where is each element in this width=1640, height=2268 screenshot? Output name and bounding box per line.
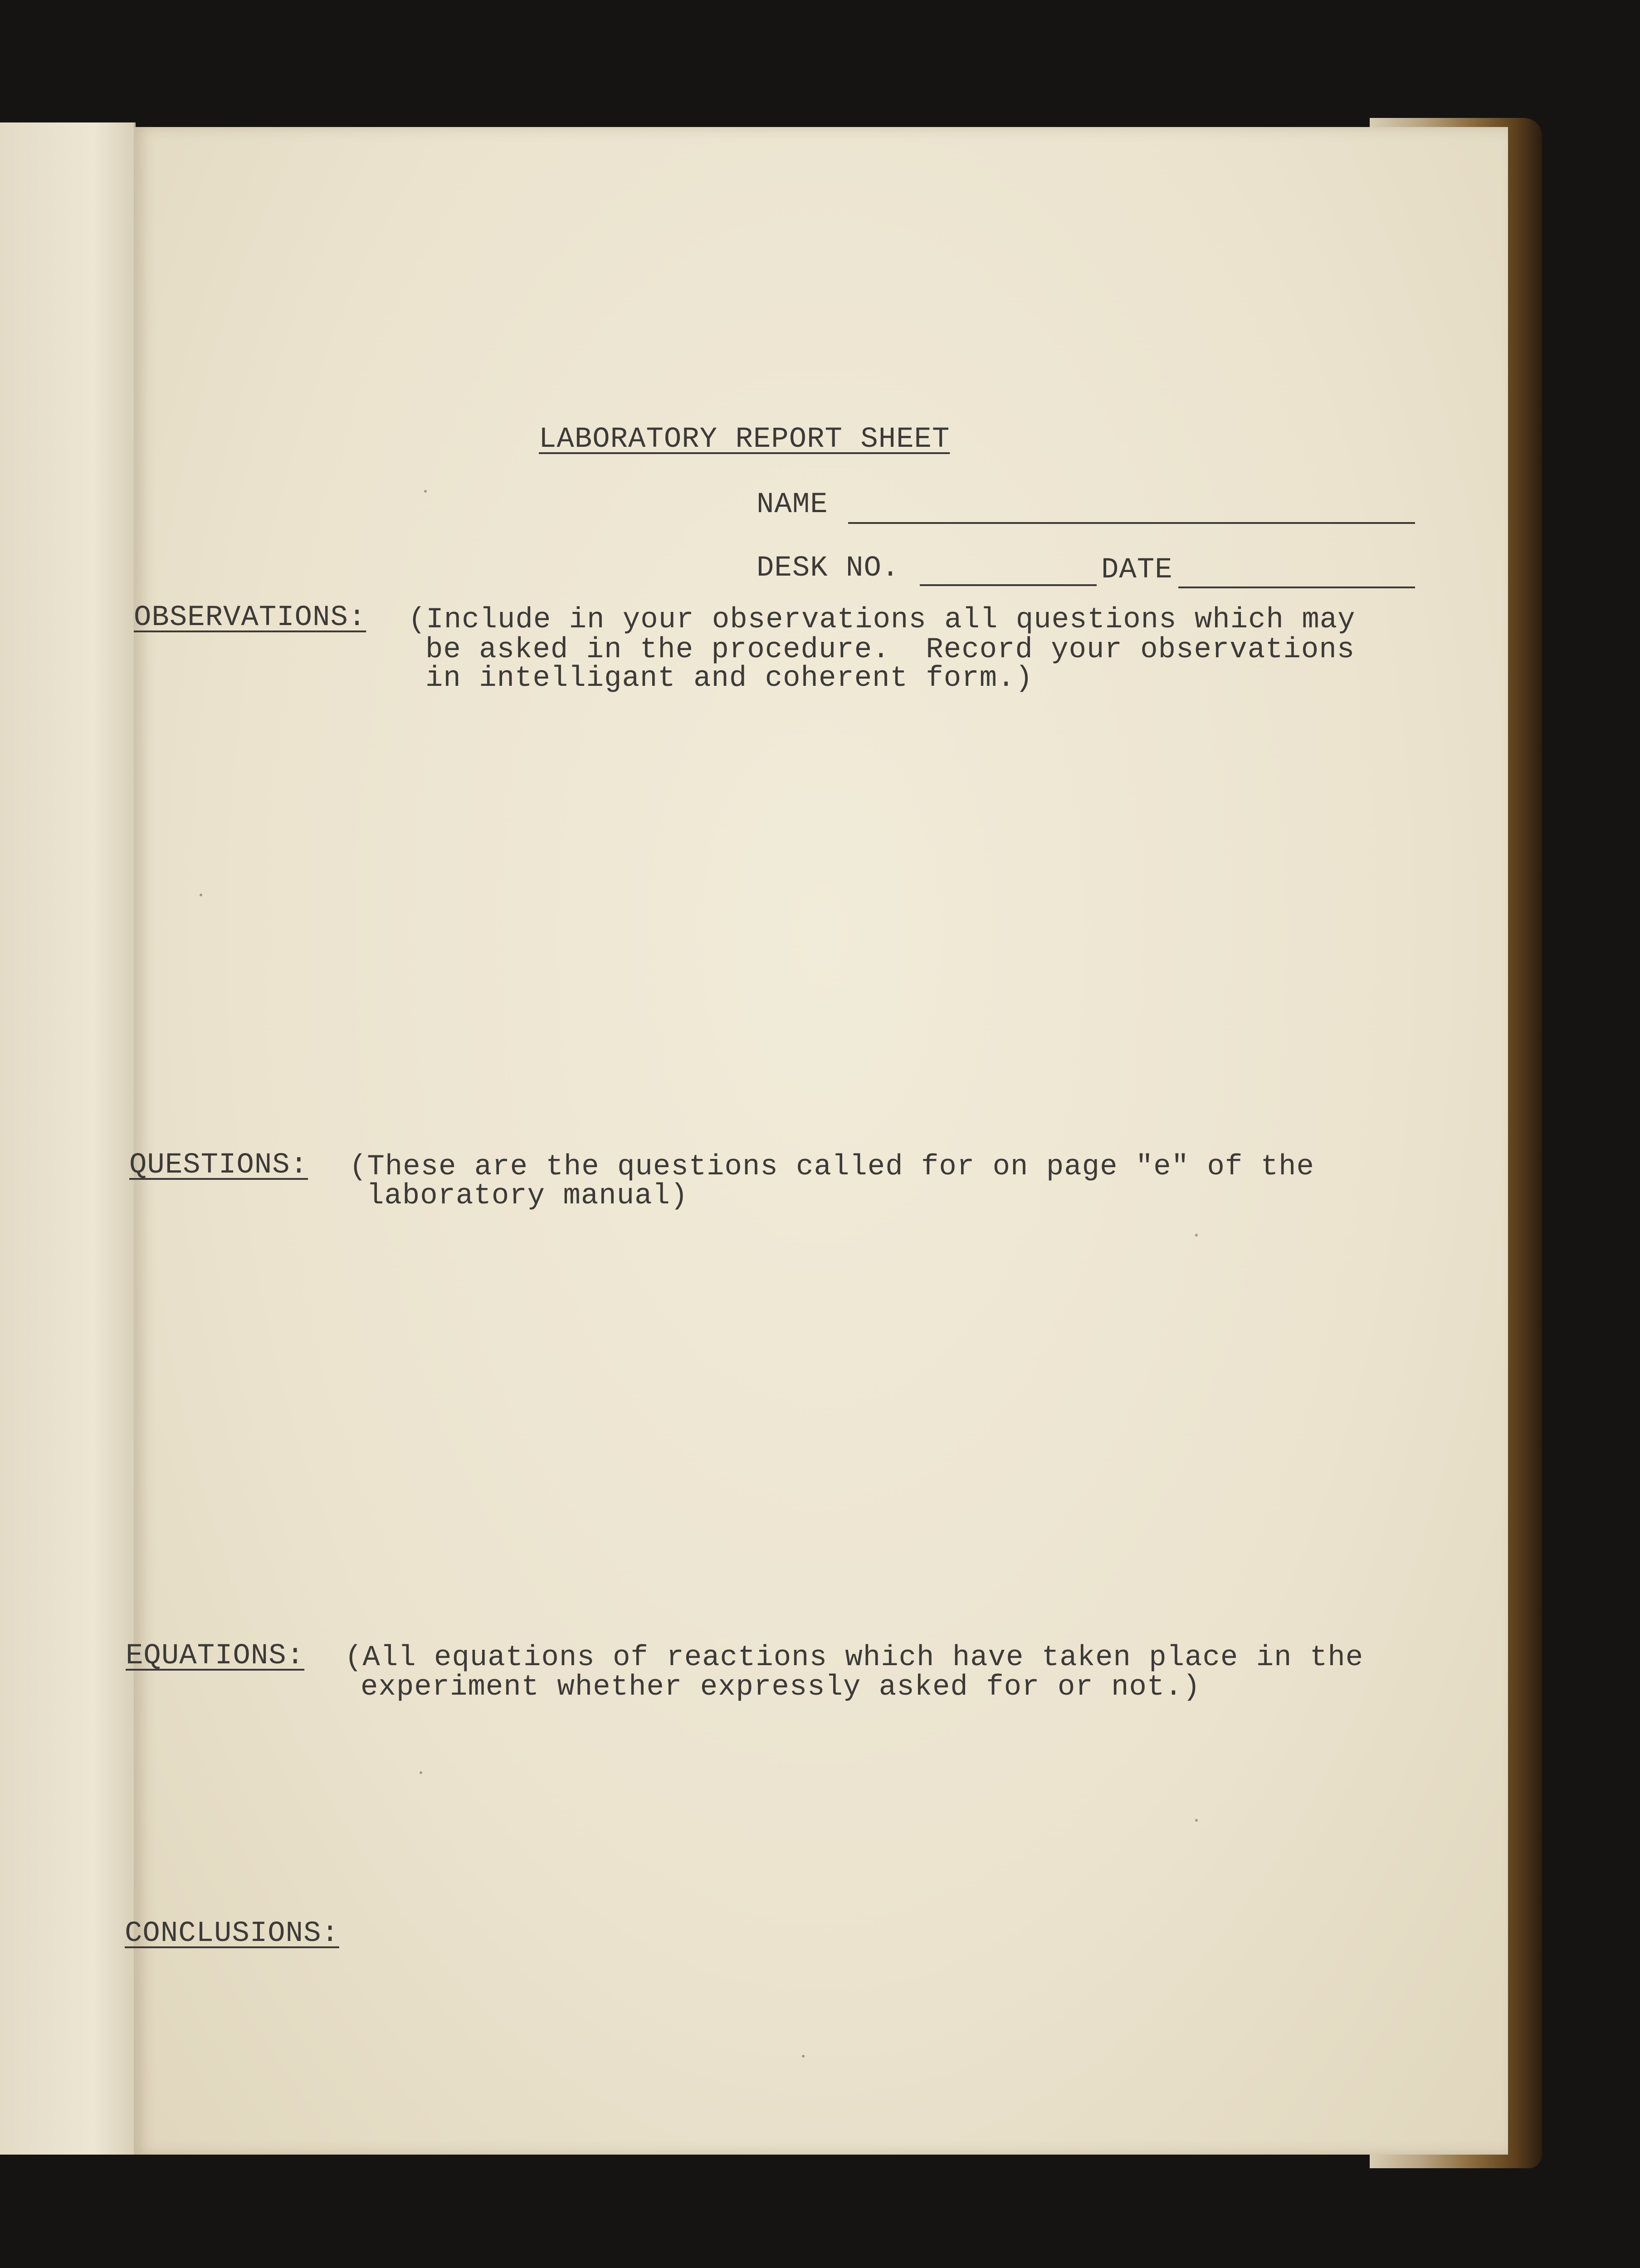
report-sheet-page — [125, 127, 1508, 2155]
paper-speck — [1195, 1234, 1198, 1237]
observations-instruction-line-1: (Include in your observations all questions which may — [408, 604, 1356, 636]
paper-speck — [802, 2055, 805, 2058]
paper-speck — [1195, 1819, 1198, 1822]
left-facing-page — [0, 122, 136, 2155]
date-field-line — [1178, 587, 1415, 588]
questions-heading: QUESTIONS: — [129, 1149, 308, 1182]
paper-speck — [420, 1771, 422, 1774]
equations-heading: EQUATIONS: — [126, 1640, 305, 1672]
name-field-line — [848, 522, 1415, 524]
observations-heading: OBSERVATIONS: — [134, 601, 366, 634]
equations-instruction-line-2: experiment whether expressly asked for or not.) — [361, 1671, 1201, 1704]
desk-number-field-line — [920, 584, 1097, 586]
name-label: NAME — [757, 489, 828, 521]
paper-speck — [424, 490, 427, 493]
observations-instruction-line-2: be asked in the procedure. Record your observations — [425, 634, 1355, 666]
observations-instruction-line-3: in intelligant and coherent form.) — [425, 662, 1033, 695]
questions-instruction-line-1: (These are the questions called for on page "e" of the — [349, 1151, 1314, 1183]
conclusions-heading: CONCLUSIONS: — [125, 1917, 339, 1950]
date-label: DATE — [1101, 554, 1173, 587]
equations-instruction-line-1: (All equations of reactions which have taken place in the — [345, 1642, 1364, 1674]
paper-speck — [200, 894, 202, 896]
questions-instruction-line-2: laboratory manual) — [366, 1180, 688, 1212]
desk-number-label: DESK NO. — [757, 552, 900, 585]
report-title: LABORATORY REPORT SHEET — [539, 423, 950, 456]
